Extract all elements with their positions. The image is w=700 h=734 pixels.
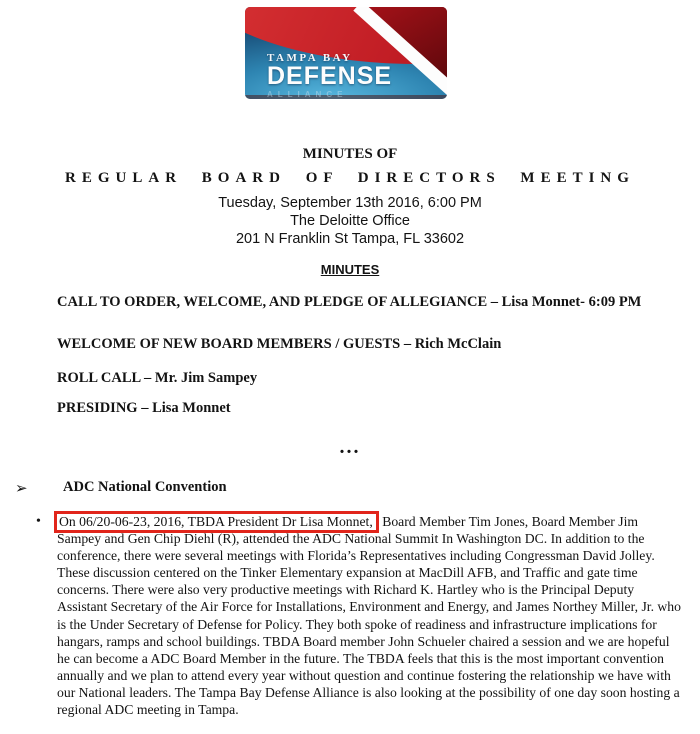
agenda-call-to-order: CALL TO ORDER, WELCOME, AND PLEDGE OF ALLEGIANCE – Lisa Monnet- 6:09 PM <box>57 294 642 310</box>
title-regular-board-meeting: REGULAR BOARD OF DIRECTORS MEETING <box>65 170 635 186</box>
adc-convention-paragraph <box>57 513 681 718</box>
meeting-address-line: 201 N Franklin St Tampa, FL 33602 <box>235 231 465 247</box>
logo-tampa-bay-text: TAMPA BAY <box>267 52 353 64</box>
paragraph-body-text: Board Member Tim Jones, Board Member Jim Sampey and Gen Chip Diehl (R), attended the ADC National Summit In Washington DC. In addition to the conference, there were several meetings with Florida’s Representatives including Congressman David Jolley. These discussion centered on the Tinker Elementary expansion at MacDill AFB, and Traffic and gate time concerns. There were also very productive meetings with Richard K. Hartley who is the Principal Deputy Assistant Secretary of the Air Force for Installations, Environment and Energy, and James Northey Miller, Jr. who is the Under Secretary of Defense for Policy. They both spoke of readiness and infrastructure implications for hangars, ramps and school buildings. TBDA Board member John Schueler chaired a session and we are hopeful he can become a ADC Board Member in the future. The TBDA feels that this is the most important convention annually and we plan to attend every year without question and continue fostering the relationship we have with our National leaders. The Tampa Bay Defense Alliance is also looking at the possibility of one day soon hosting a regional ADC meeting in Tampa. <box>57 514 681 718</box>
agenda-welcome-new-members: WELCOME OF NEW BOARD MEMBERS / GUESTS – Rich McClain <box>57 336 502 352</box>
agenda-roll-call: ROLL CALL – Mr. Jim Sampey <box>57 370 258 386</box>
list-bullet-icon: • <box>36 514 41 529</box>
tampa-bay-defense-alliance-logo <box>245 7 447 99</box>
meeting-venue-line: The Deloitte Office <box>290 213 410 229</box>
adc-section-title: ADC National Convention <box>63 479 227 495</box>
meeting-date-line: Tuesday, September 13th 2016, 6:00 PM <box>218 195 482 211</box>
title-minutes-of: MINUTES OF <box>302 146 398 162</box>
logo-alliance-text: ALLIANCE <box>267 90 348 99</box>
section-ellipsis-separator: ... <box>339 436 361 458</box>
red-annotation-box: On 06/20-06-23, 2016, TBDA President Dr Lisa Monnet, <box>54 511 379 533</box>
agenda-presiding: PRESIDING – Lisa Monnet <box>57 400 231 416</box>
logo-wordmark <box>267 52 392 99</box>
minutes-section-heading: MINUTES <box>320 262 380 277</box>
arrow-bullet-icon: ➢ <box>15 481 28 497</box>
logo-defense-text: DEFENSE <box>267 62 393 90</box>
